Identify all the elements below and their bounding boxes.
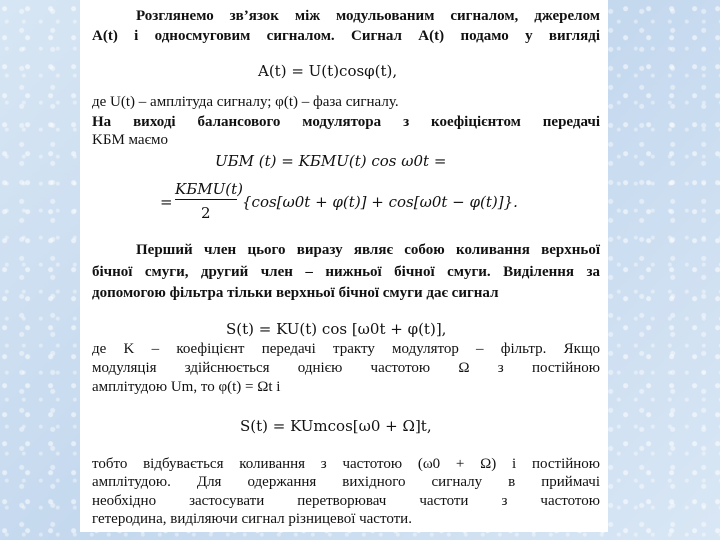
equation-4: S(t) = KU(t) cos [ω0t + φ(t)],	[226, 320, 447, 338]
text-line-1: Розглянемо зв’язок між модульованим сигналом, джерелом	[136, 8, 600, 24]
equation-3-rest: {cos[ω0t + φ(t)] + cos[ω0t − φ(t)]}.	[242, 193, 518, 211]
text-line-15: гетеродина, виділяючи сигнал різницевої частоти.	[92, 511, 412, 527]
text-line-7: бічної смуги, другий член – нижньої бічної смуги. Виділення за	[92, 264, 600, 280]
equation-3-lead: =	[160, 193, 173, 211]
fraction-bar	[175, 199, 237, 200]
equation-3-denominator: 2	[201, 204, 211, 222]
text-line-8: допомогою фільтра тільки верхньої бічної смуги дає сигнал	[92, 285, 499, 301]
text-line-14: необхідно застосувати перетворювач частоти з частотою	[92, 493, 600, 509]
equation-3-numerator: KБМU(t)	[175, 180, 243, 198]
text-line-6: Перший член цього виразу являє собою коливання верхньої	[136, 242, 600, 258]
text-line-11: амплітудою Um, то φ(t) = Ωt і	[92, 379, 281, 395]
text-line-4: На виході балансового модулятора з коефіцієнтом передачі	[92, 114, 600, 130]
equation-2: UБМ (t) = KБМU(t) cos ω0t =	[215, 152, 447, 170]
equation-1: A(t) = U(t)cosφ(t),	[258, 62, 398, 80]
text-line-13: амплітудою. Для одержання вихідного сигналу в приймачі	[92, 474, 600, 490]
text-line-12: тобто відбувається коливання з частотою (ω0 + Ω) і постійною	[92, 456, 600, 472]
document-page	[80, 0, 608, 532]
text-line-2: A(t) і односмуговим сигналом. Сигнал A(t) подамо у вигляді	[92, 28, 600, 44]
text-line-5: KБМ маємо	[92, 132, 169, 148]
text-line-9: де K – коефіцієнт передачі тракту модулятор – фільтр. Якщо	[92, 341, 600, 357]
equation-5: S(t) = KUmcos[ω0 + Ω]t,	[240, 417, 432, 435]
text-line-3: де U(t) – амплітуда сигналу; φ(t) – фаза сигналу.	[92, 94, 399, 110]
text-line-10: модуляція здійснюється однією частотою Ω з постійною	[92, 360, 600, 376]
